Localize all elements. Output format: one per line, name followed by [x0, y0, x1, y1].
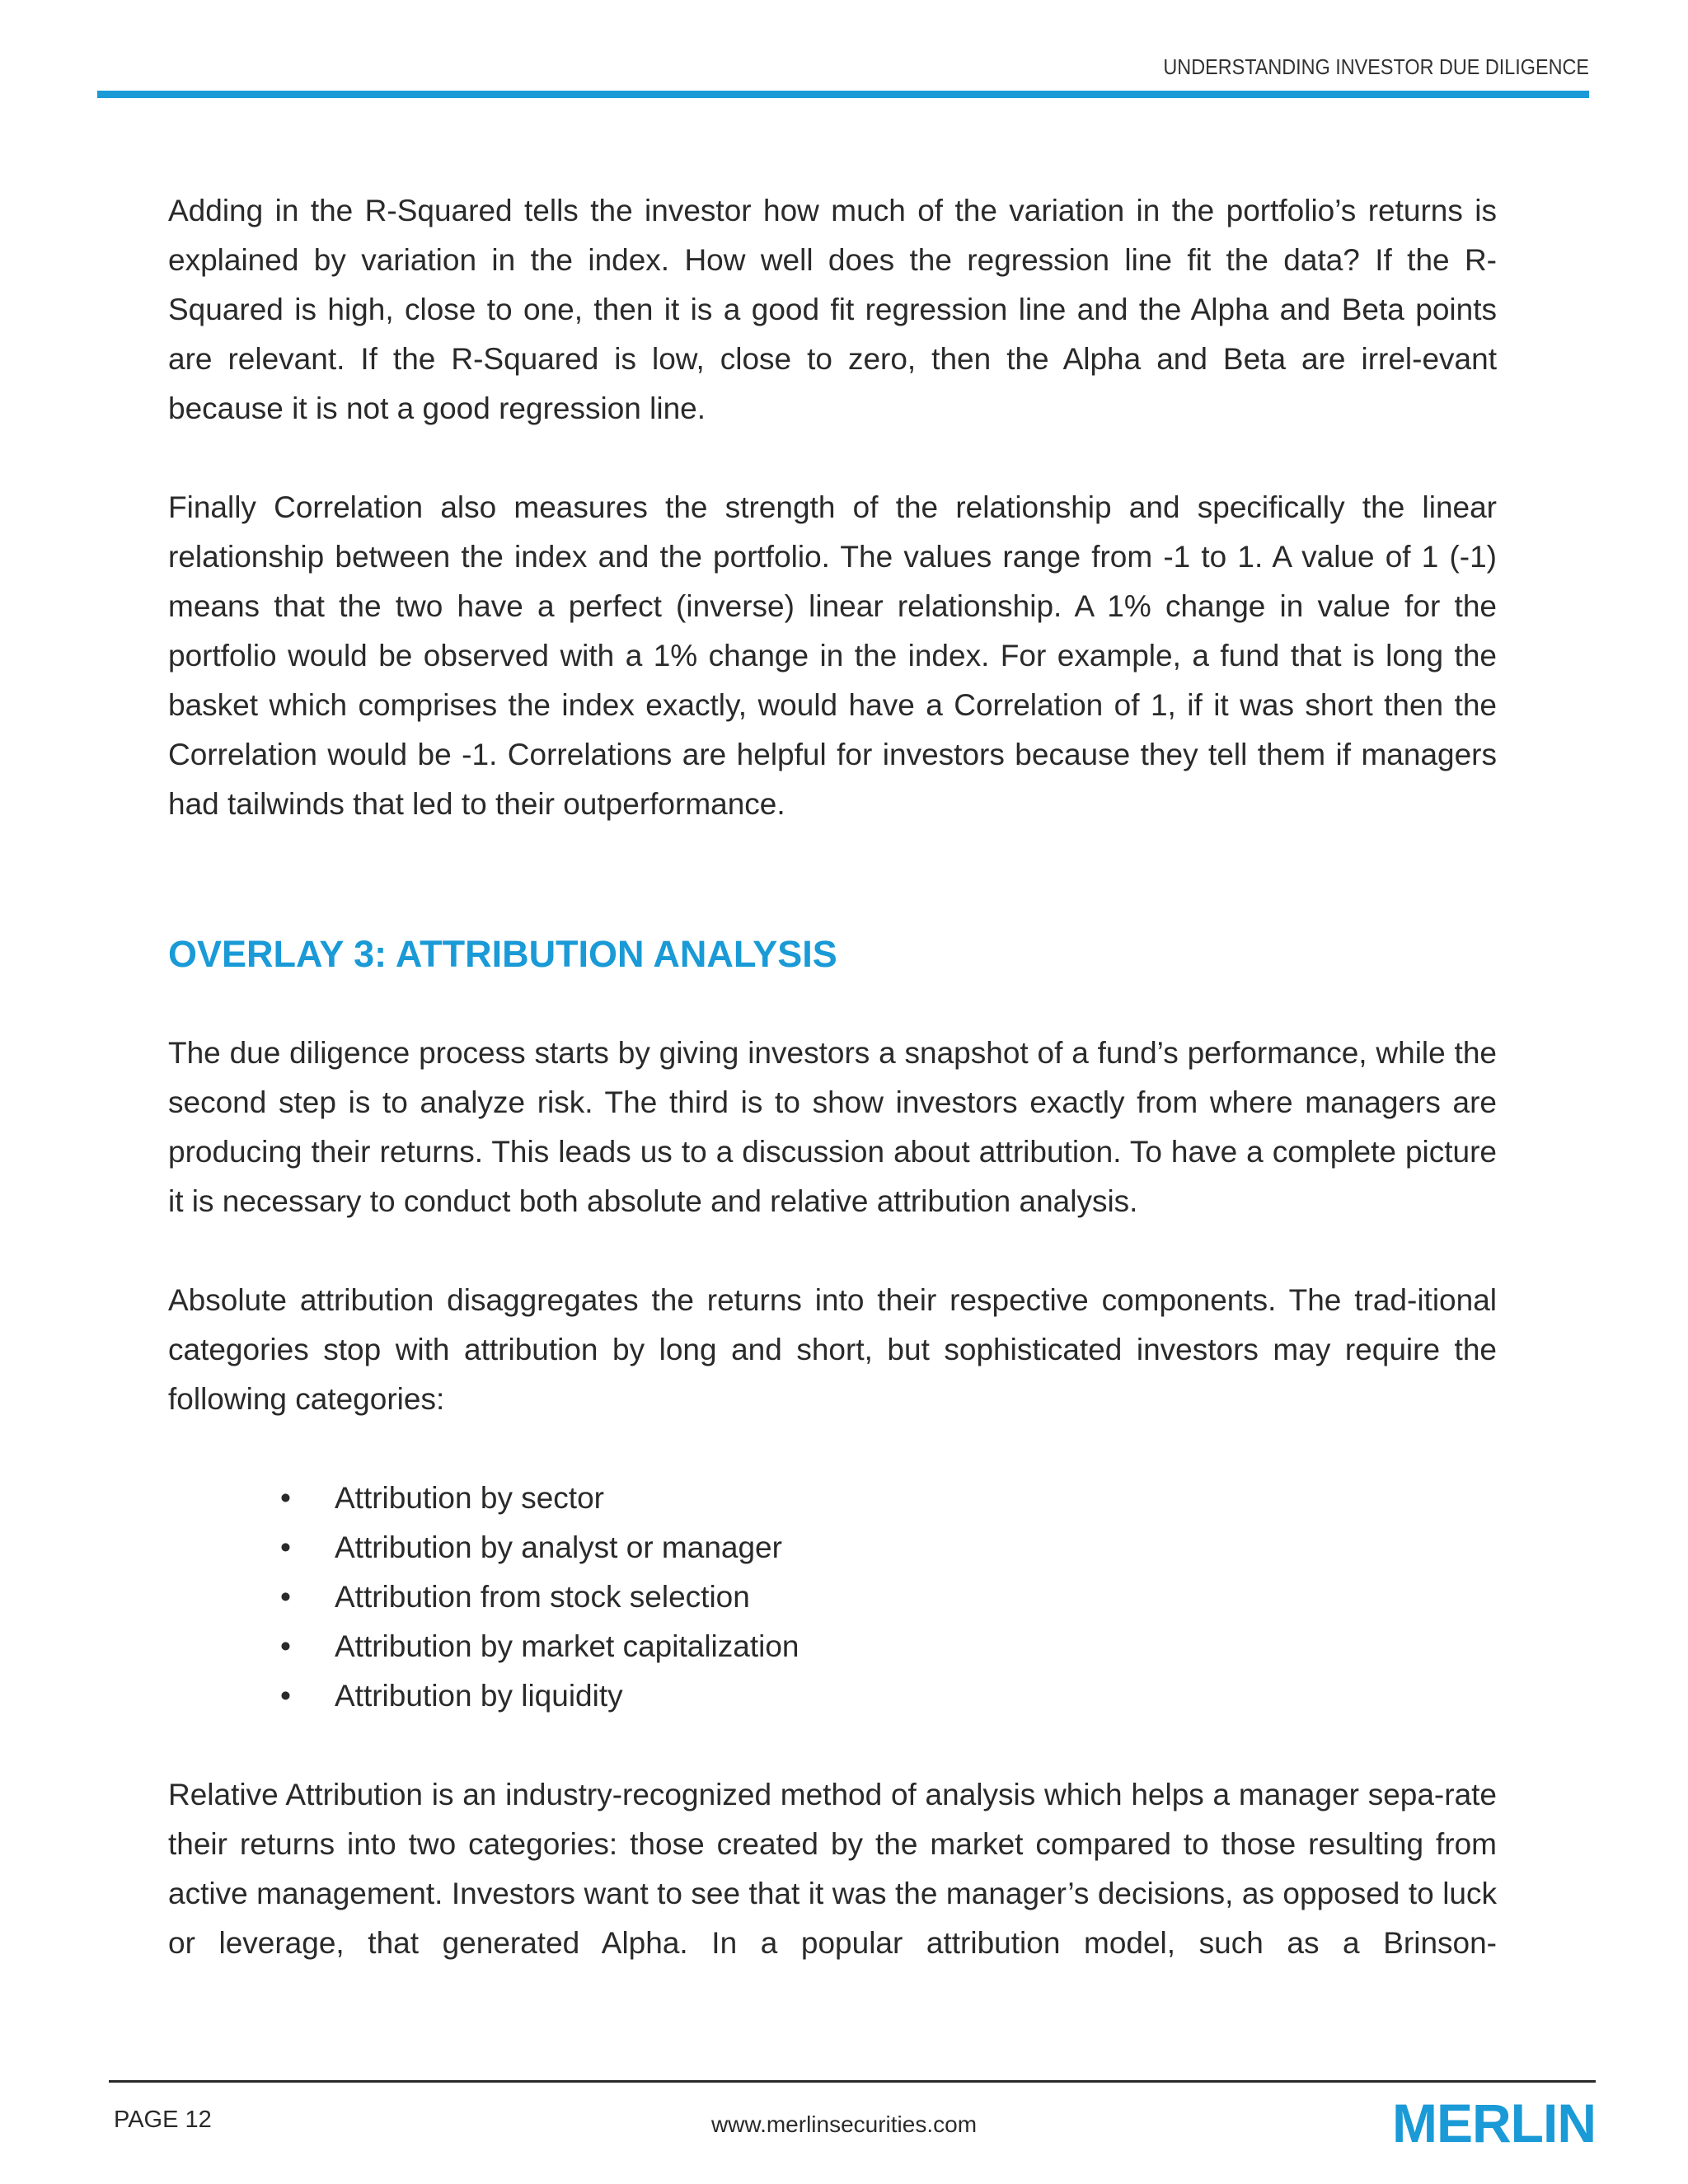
list-item-text: Attribution by market capitalization — [335, 1629, 799, 1663]
list-item — [280, 1523, 1497, 1572]
page-content — [168, 186, 1497, 1968]
merlin-logo: MERLIN — [1392, 2093, 1596, 2154]
paragraph-r-squared: Adding in the R-Squared tells the investor how much of the variation in the portfolio’s returns is explained by variation in the index. How well does the regression line fit the data? If the R-Squared is high, close to one, then it is a good fit regression line and the Alpha and Beta points are relevant. If the R-Squared is low, close to zero, then the Alpha and Beta are irrel-evant because it is not a good regression line. — [168, 194, 1497, 425]
paragraph-correlation: Finally Correlation also measures the strength of the relationship and specifically the linear relationship between the index and the portfolio. The values range from -1 to 1. A value of 1 (-1) means that the two have a perfect (inverse) linear relationship. A 1% change in value for the portfolio would be observed with a 1% change in the index. For example, a fund that is long the basket which comprises the index exactly, would have a Correlation of 1, if it was short then the Correlation would be -1. Correlations are helpful for investors because they tell them if managers had tailwinds that led to their outperformance. — [168, 490, 1497, 821]
paragraph-absolute-attribution: Absolute attribution disaggregates the returns into their respective components. The trad-itional categories stop with attribution by long and short, but sophisticated investors may require the following categories: — [168, 1283, 1497, 1416]
running-header: UNDERSTANDING INVESTOR DUE DILIGENCE — [1163, 54, 1589, 79]
paragraph-due-diligence-process: The due diligence process starts by giving investors a snapshot of a fund’s performance, while the second step is to analyze risk. The third is to show investors exactly from where managers are producing their returns. This leads us to a discussion about attribution. To have a complete picture it is necessary to conduct both absolute and relative attribution analysis. — [168, 1036, 1497, 1218]
list-item-text: Attribution by liquidity — [335, 1679, 623, 1713]
list-item-text: Attribution from stock selection — [335, 1580, 750, 1614]
bullet-icon: • — [280, 1580, 291, 1614]
list-item-text: Attribution by analyst or manager — [335, 1530, 782, 1564]
bullet-icon: • — [280, 1530, 291, 1564]
footer-rule — [109, 2080, 1596, 2083]
list-item-text: Attribution by sector — [335, 1481, 604, 1515]
list-item — [280, 1671, 1497, 1721]
bullet-icon: • — [280, 1679, 291, 1713]
list-item — [280, 1622, 1497, 1671]
attribution-categories-list — [168, 1474, 1497, 1721]
section-heading: OVERLAY 3: ATTRIBUTION ANALYSIS — [168, 933, 837, 975]
footer-url-link[interactable]: www.merlinsecurities.com — [710, 2111, 978, 2137]
paragraph-relative-attribution: Relative Attribution is an industry-recognized method of analysis which helps a manager sepa-rate their returns into two categories: those created by the market compared to those resulting from active management. Investors want to see that it was the manager’s decisions, as opposed to luck or leverage, that generated Alpha. In a popular attribution model, such as a Brinson- — [168, 1778, 1497, 1960]
page-number: PAGE 12 — [114, 2107, 212, 2133]
list-item — [280, 1572, 1497, 1622]
bullet-icon: • — [280, 1481, 291, 1515]
bullet-icon: • — [280, 1629, 291, 1663]
header-rule — [97, 91, 1589, 98]
list-item — [280, 1474, 1497, 1523]
